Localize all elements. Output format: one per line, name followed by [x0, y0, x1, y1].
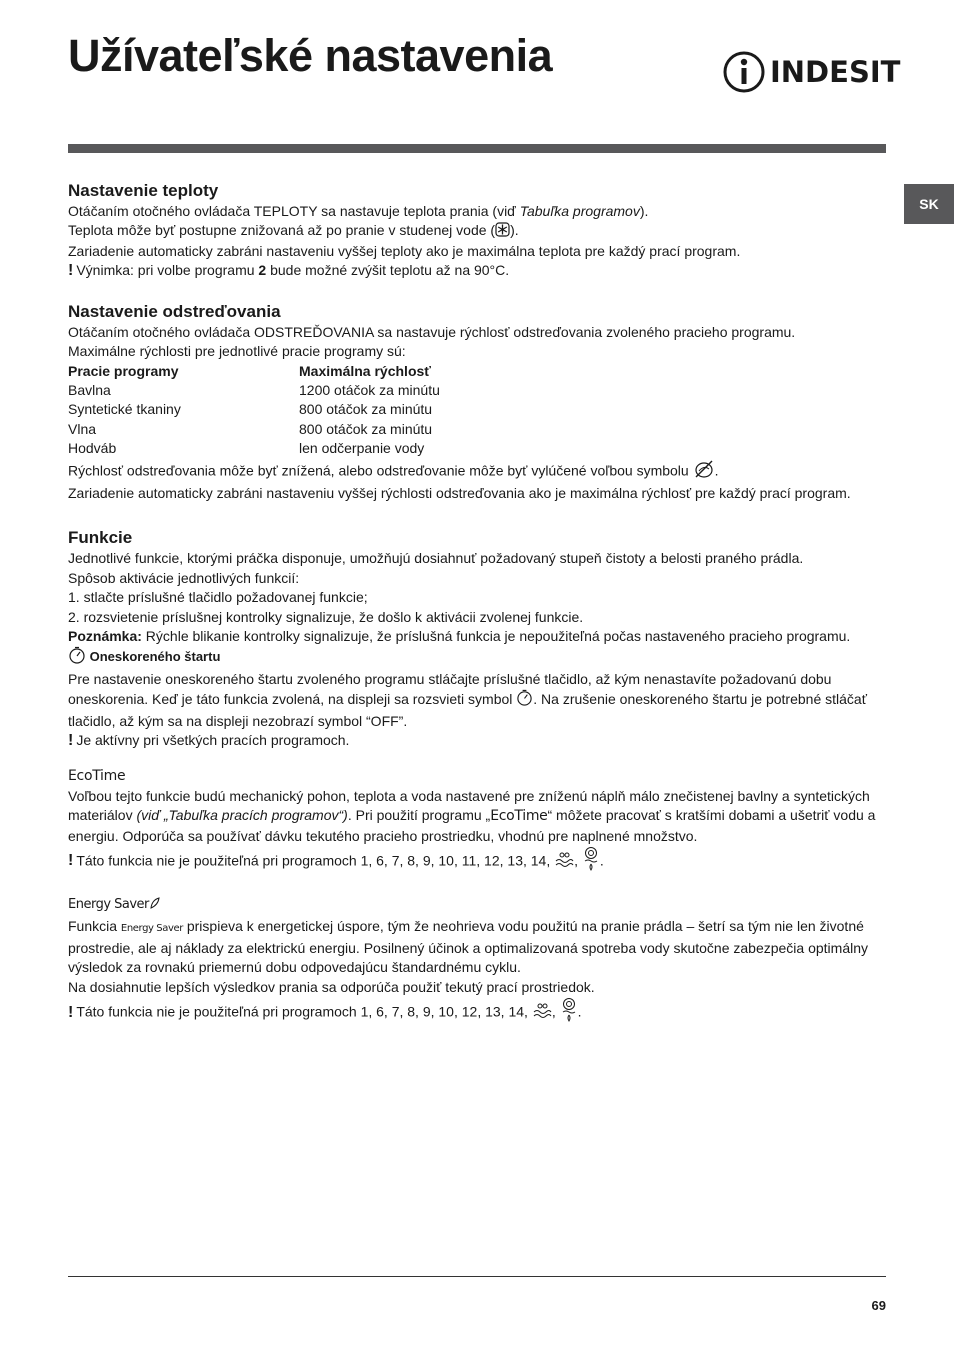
warning-icon: ! [68, 732, 74, 750]
functions-intro: Jednotlivé funkcie, ktorými práčka disponuje, umožňujú dosiahnuť požadovaný stupeň čistoty a belosti praného prádla. [68, 550, 804, 567]
temperature-line-1: Otáčaním otočného ovládača TEPLOTY sa nastavuje teplota prania (viď Tabuľka programov). [68, 203, 649, 219]
temperature-section [68, 180, 888, 281]
indesit-logo [722, 50, 901, 94]
delayed-start-block [68, 646, 888, 750]
energy-saver-note: ! Táto funkcia nie je použiteľná pri programoch 1, 6, 7, 8, 9, 10, 12, 13, 14, , . [68, 997, 888, 1028]
ecotime-text: Voľbou tejto funkcie budú mechanický pohon, teplota a voda nastavené pre zníženú náplň málo znečistenej bavlny a syntetických materiálov (viď „Tabuľka pracích programov“). Pri použití programu „EcoTime“ môžete pracovať s kratšími dobami a ušetriť vodu a energiu. Odporúča sa používať dávku tekutého pracieho prostriedku, vhodnú pre naplnené množstvo. [68, 787, 876, 844]
functions-activation: Spôsob aktivácie jednotlivých funkcií: [68, 569, 300, 586]
delayed-start-text: Pre nastavenie oneskoreného štartu zvoleného programu stláčajte príslušné tlačidlo, až kým nenastavíte požadovanú dobu oneskorenia. Keď je táto funkcia zvolená, na displeji sa rozsvieti symbol . Na zrušenie oneskoreného štartu je potrebné stláčať tlačidlo, až kým sa na displeji nezobrazí symbol “OFF”. [68, 670, 867, 729]
table-header: Pracie programy [68, 362, 179, 379]
spin-section [68, 301, 888, 504]
page-number: 69 [871, 1298, 886, 1313]
silk-icon [582, 846, 600, 877]
temperature-line-2: Teplota môže byť postupne znižovaná až po pranie v studenej vode ( ). [68, 221, 888, 242]
energy-saver-label: Energy Saver [68, 891, 888, 917]
table-cell: Syntetické tkaniny [68, 401, 181, 418]
temperature-note: ! Výnimka: pri volbe programu 2 bude možné zvýšit teplotu až na 90°C. [68, 262, 510, 280]
energy-saver-block [68, 891, 888, 1028]
logo-text: INDESIT [770, 55, 901, 89]
silk-icon [560, 997, 578, 1028]
spin-line-2: Maximálne rýchlosti pre jednotlivé pracie programy sú: [68, 343, 406, 360]
temperature-line-3: Zariadenie automaticky zabráni nastaveniu vyššej teploty ako je maximálna teplota pre každý prací program. [68, 242, 741, 259]
header-rule [68, 144, 886, 153]
leaf-icon [149, 893, 161, 917]
functions-step-1: 1. stlačte príslušné tlačidlo požadovanej funkcie; [68, 589, 368, 606]
wool-icon [554, 851, 574, 872]
spin-table [68, 362, 888, 459]
language-tab: SK [904, 184, 954, 224]
spin-heading: Nastavenie odstreďovania [68, 301, 281, 321]
warning-icon: ! [68, 1003, 74, 1021]
table-cell: 800 otáčok za minútu [299, 420, 433, 437]
functions-step-2: 2. rozsvietenie príslušnej kontrolky signalizuje, že došlo k aktivácii zvolenej funkcie. [68, 608, 584, 625]
ecotime-block [68, 766, 888, 877]
main-content [68, 180, 888, 1029]
energy-saver-tip: Na dosiahnutie lepších výsledkov prania sa odporúča použiť tekutý prací prostriedok. [68, 978, 595, 995]
delayed-start-title: Oneskoreného štartu [68, 646, 888, 669]
table-cell: Vlna [68, 420, 97, 437]
wool-icon [532, 1002, 552, 1023]
table-cell: Hodváb [68, 440, 117, 457]
energy-saver-text: Funkcia Energy Saver prispieva k energetickej úspore, tým že neohrieva vodu použitú na pranie prádla – šetrí sa tým nie len životné prostredie, ale aj náklady za elektrickú energiu. Posilnený účinok a optimalizovaná spotreba vody skutočne zabezpečia optimálny výsledok za rovnakú priemernú dobu odpovedajúcu štandardnému cyklu. [68, 918, 869, 976]
no-spin-icon [693, 459, 715, 484]
functions-heading: Funkcie [68, 528, 133, 548]
table-header: Maximálna rýchlosť [299, 362, 431, 379]
snowflake-icon [495, 222, 510, 242]
timer-icon [68, 646, 86, 669]
spin-after-2: Zariadenie automaticky zabráni nastaveniu vyššej rýchlosti odstreďovania ako je maximálna rýchlosť pre každý prací program. [68, 484, 851, 501]
warning-icon: ! [68, 852, 74, 870]
table-cell: Bavlna [68, 381, 111, 398]
ecotime-label: EcoTime [68, 768, 126, 785]
ecotime-note: ! Táto funkcia nie je použiteľná pri programoch 1, 6, 7, 8, 9, 10, 11, 12, 13, 14, , . [68, 846, 888, 877]
footer-rule [68, 1276, 886, 1277]
delayed-start-note: ! Je aktívny pri všetkých pracích programoch. [68, 732, 350, 750]
table-cell: 800 otáčok za minútu [299, 401, 433, 418]
temperature-heading: Nastavenie teploty [68, 181, 219, 200]
functions-note: Poznámka: Rýchle blikanie kontrolky signalizuje, že príslušná funkcia je nepoužiteľná počas nastaveného pracieho programu. [68, 628, 851, 644]
page-title: Užívateľské nastavenia [68, 30, 553, 81]
warning-icon: ! [68, 262, 74, 280]
spin-line-1: Otáčaním otočného ovládača ODSTREĎOVANIA sa nastavuje rýchlosť odstreďovania zvoleného pracieho programu. [68, 323, 796, 340]
timer-icon [516, 689, 533, 711]
table-cell: 1200 otáčok za minútu [299, 381, 440, 398]
functions-section [68, 527, 888, 1028]
table-cell: len odčerpanie vody [299, 440, 425, 457]
spin-after-1: Rýchlosť odstreďovania môže byť znížená, alebo odstreďovanie môže byť vylúčené voľbou symbolu . [68, 459, 888, 484]
